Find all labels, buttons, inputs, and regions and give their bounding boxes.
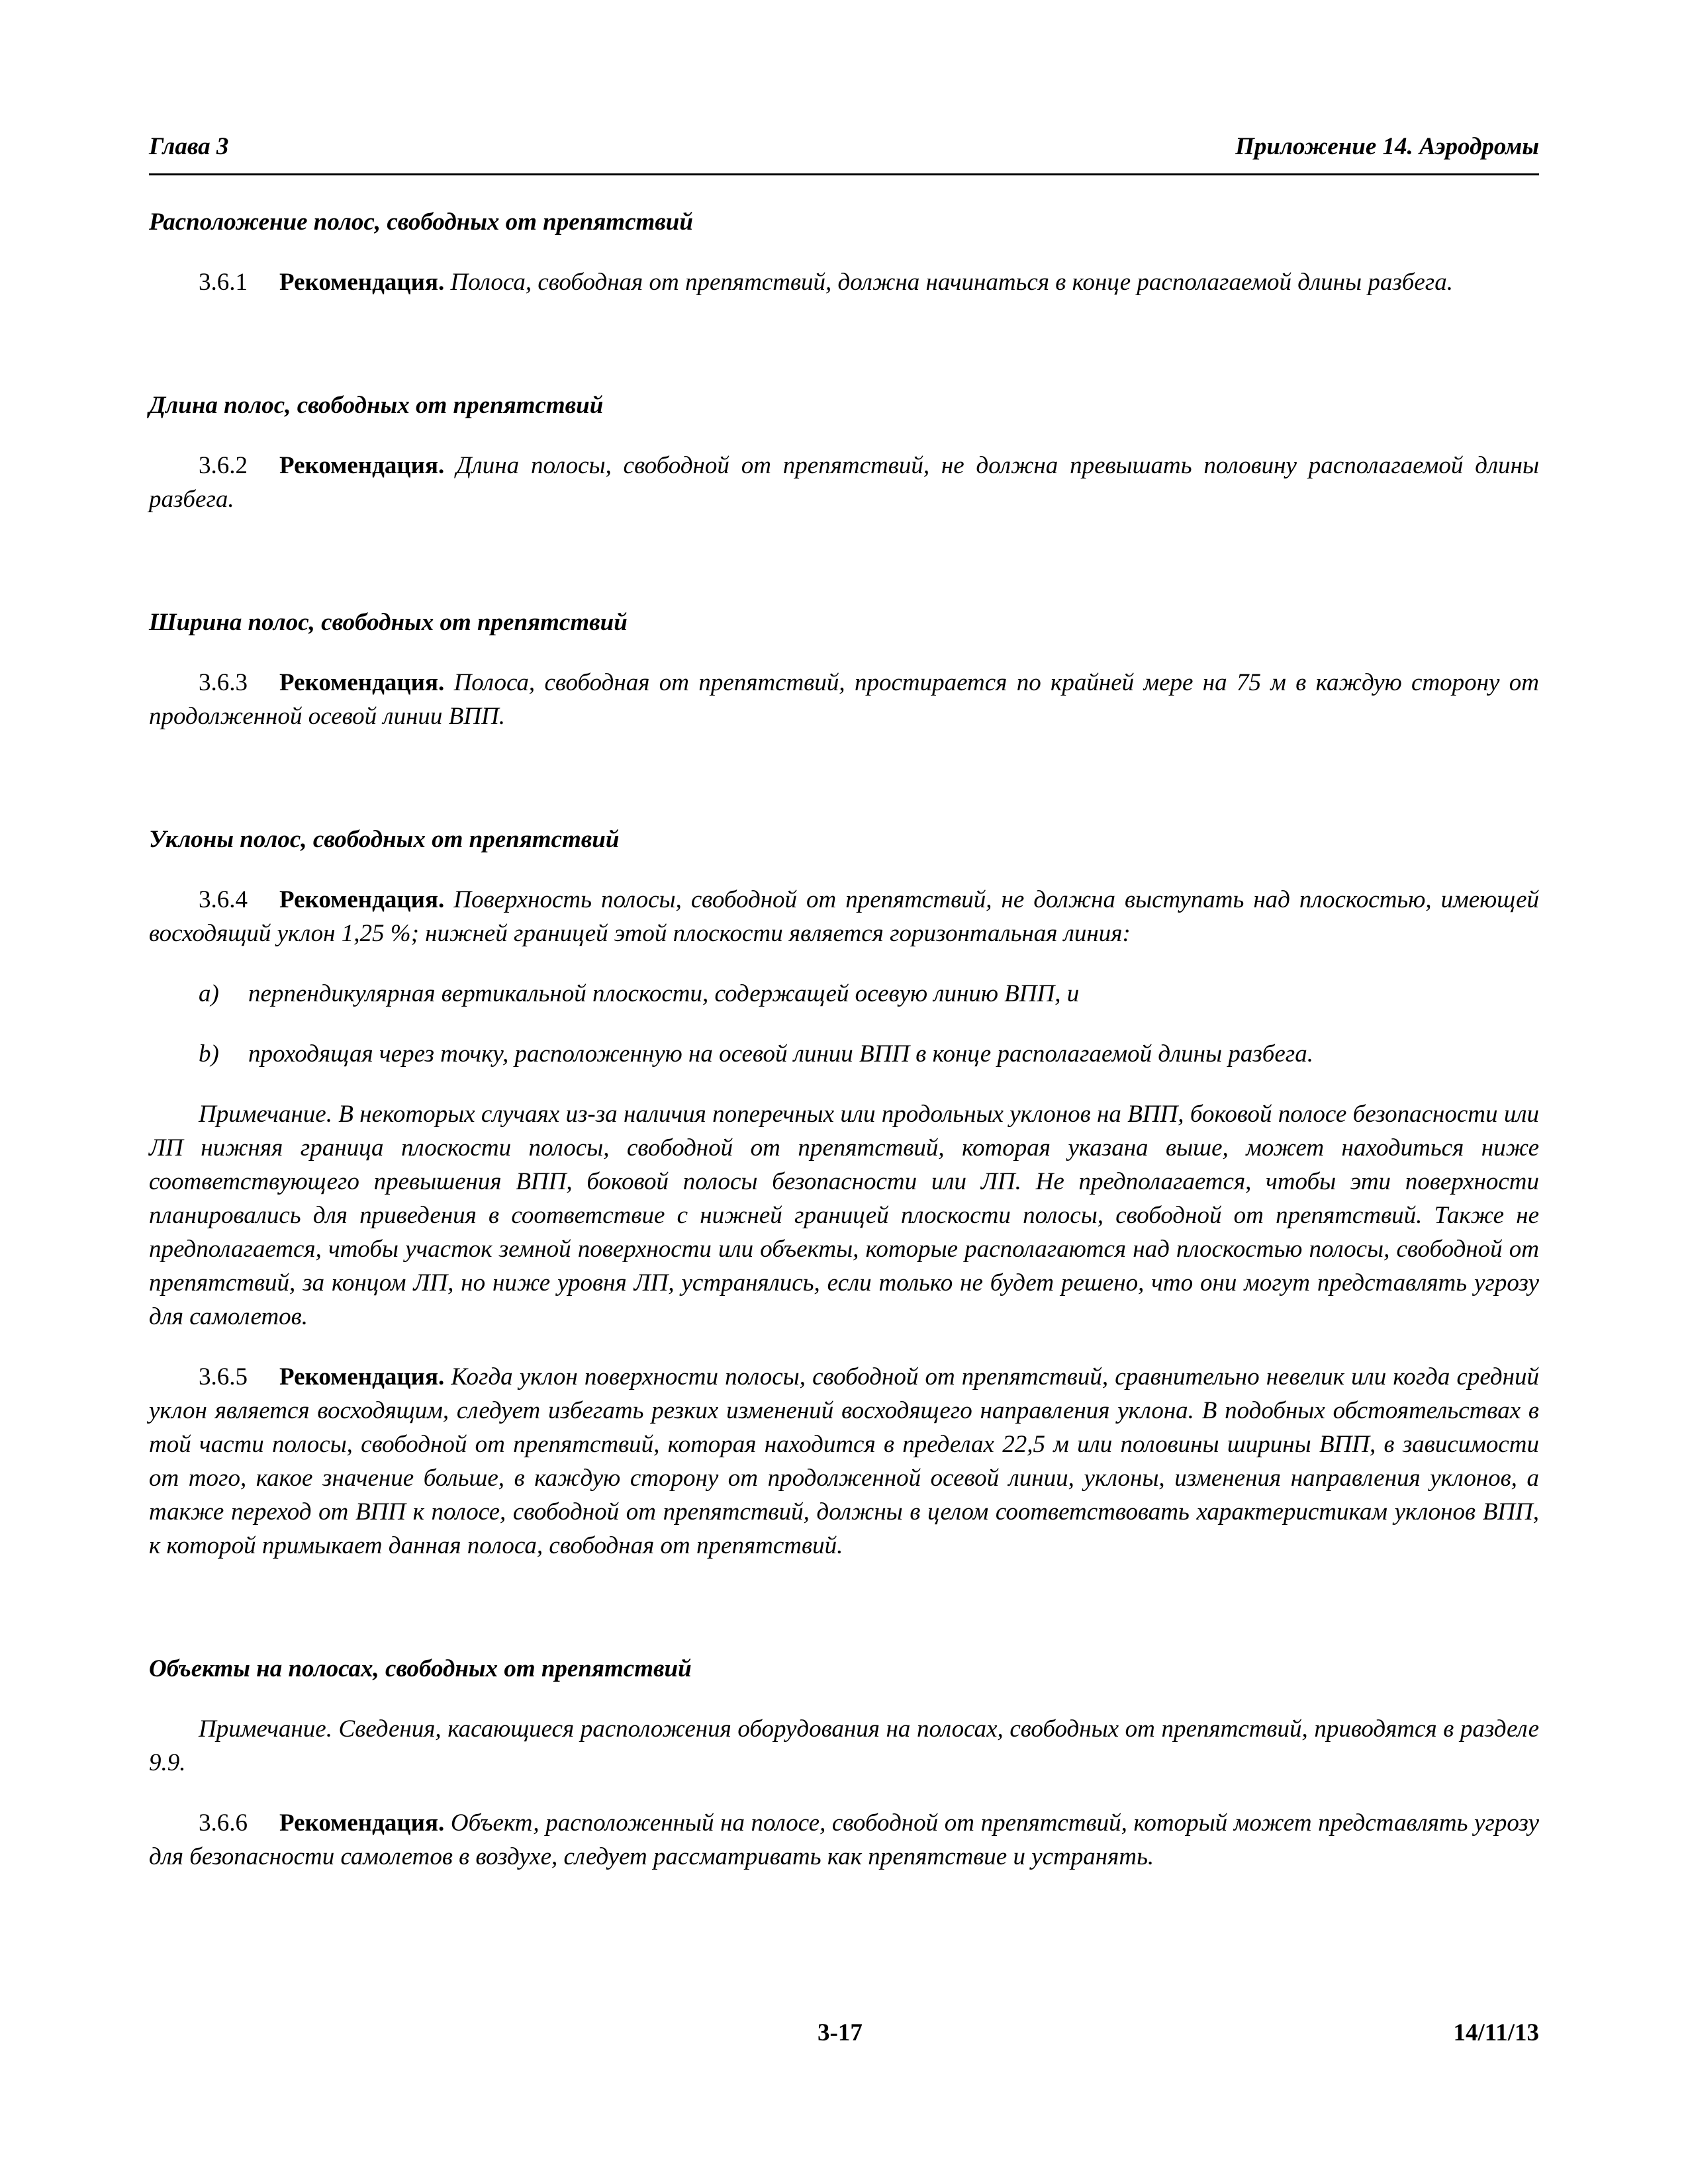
paragraph-text: Длина полосы, свободной от препятствий, не должна превышать половину располагаемой длины разбега. (149, 452, 1540, 513)
paragraph-3-6-4 (149, 883, 1539, 950)
list-text: проходящая через точку, расположенную на осевой линии ВПП в конце располагаемой длины разбега. (248, 1040, 1313, 1068)
paragraph-text: Поверхность полосы, свободной от препятствий, не должна выступать над плоскостью, имеющей восходящий уклон 1,25 %; нижней границей этой плоскости является горизонтальная линия: (149, 886, 1540, 947)
list-label: a) (199, 980, 219, 1007)
paragraph-3-6-6 (149, 1806, 1539, 1874)
recommendation-label: Рекомендация. (279, 1809, 445, 1837)
paragraph-3-6-5 (149, 1360, 1539, 1563)
note-objects: Примечание. Сведения, касающиеся расположения оборудования на полосах, свободных от препятствий, приводятся в разделе 9.9. (149, 1715, 1539, 1776)
revision-date: 14/11/13 (1453, 2019, 1539, 2046)
recommendation-label: Рекомендация. (279, 886, 445, 913)
document-body (149, 205, 1539, 1900)
list-text: перпендикулярная вертикальной плоскости, содержащей осевую линию ВПП, и (248, 980, 1080, 1007)
paragraph-number: 3.6.1 (199, 269, 248, 296)
paragraph-3-6-3 (149, 666, 1539, 733)
recommendation-label: Рекомендация. (279, 452, 445, 479)
paragraph-text: Объект, расположенный на полосе, свободной от препятствий, который может представлять угрозу для безопасности самолетов в воздухе, следует рассматривать как препятствие и устранять. (149, 1809, 1539, 1870)
recommendation-label: Рекомендация. (279, 669, 445, 696)
section-heading-objects: Объекты на полосах, свободных от препятствий (149, 1655, 692, 1682)
paragraph-number: 3.6.2 (199, 452, 248, 479)
document-page (149, 0, 1539, 2184)
section-heading-length: Длина полос, свободных от препятствий (149, 392, 604, 419)
page-number: 3-17 (818, 2019, 863, 2046)
recommendation-label: Рекомендация. (279, 1363, 445, 1390)
paragraph-number: 3.6.6 (199, 1809, 248, 1837)
paragraph-number: 3.6.4 (199, 886, 248, 913)
section-heading-location: Расположение полос, свободных от препятствий (149, 208, 693, 236)
section-heading-slopes: Уклоны полос, свободных от препятствий (149, 826, 620, 853)
paragraph-number: 3.6.5 (199, 1363, 248, 1390)
note-slopes: Примечание. В некоторых случаях из-за наличия поперечных или продольных уклонов на ВПП, боковой полосе безопасности или ЛП нижняя граница плоскости полосы, свободной от препятствий, которая указана выше, может находиться ниже соответствующего превышения ВПП, боковой полосы безопасности или ЛП. Не предполагается, чтобы эти поверхности планировались для приведения в соответствие с нижней границей плоскости полосы, свободной от препятствий. Также не предполагается, чтобы участок земной поверхности или объекты, которые располагаются над плоскостью полосы, свободной от препятствий, за концом ЛП, но ниже уровня ЛП, устранялись, если только не будет решено, что они могут представлять угрозу для самолетов. (149, 1101, 1539, 1330)
chapter-label: Глава 3 (149, 133, 229, 160)
list-item-b (149, 1037, 1539, 1071)
recommendation-label: Рекомендация. (279, 269, 445, 296)
section-heading-width: Ширина полос, свободных от препятствий (149, 609, 628, 636)
paragraph-3-6-1 (149, 265, 1539, 299)
list-item-a (149, 977, 1539, 1011)
paragraph-text: Когда уклон поверхности полосы, свободной от препятствий, сравнительно невелик или когда средний уклон является восходящим, следует избегать резких изменений восходящего направления уклона. В подобных обстоятельствах в той части полосы, свободной от препятствий, которая находится в пределах 22,5 м или половины ширины ВПП, в зависимости от того, какое значение больше, в каждую сторону от продолженной осевой линии, уклоны, изменения направления уклонов, а также переход от ВПП к полосе, свободной от препятствий, должны в целом соответствовать характеристикам уклонов ВПП, к которой примыкает данная полоса, свободная от препятствий. (149, 1363, 1540, 1559)
list-label: b) (199, 1040, 219, 1068)
paragraph-text: Полоса, свободная от препятствий, должна начинаться в конце располагаемой длины разбега. (450, 269, 1453, 296)
paragraph-3-6-2 (149, 449, 1539, 516)
page-header (149, 132, 1539, 175)
paragraph-text: Полоса, свободная от препятствий, простирается по крайней мере на 75 м в каждую сторону от продолженной осевой линии ВПП. (149, 669, 1540, 730)
annex-title: Приложение 14. Аэродромы (1235, 133, 1539, 160)
paragraph-number: 3.6.3 (199, 669, 248, 696)
